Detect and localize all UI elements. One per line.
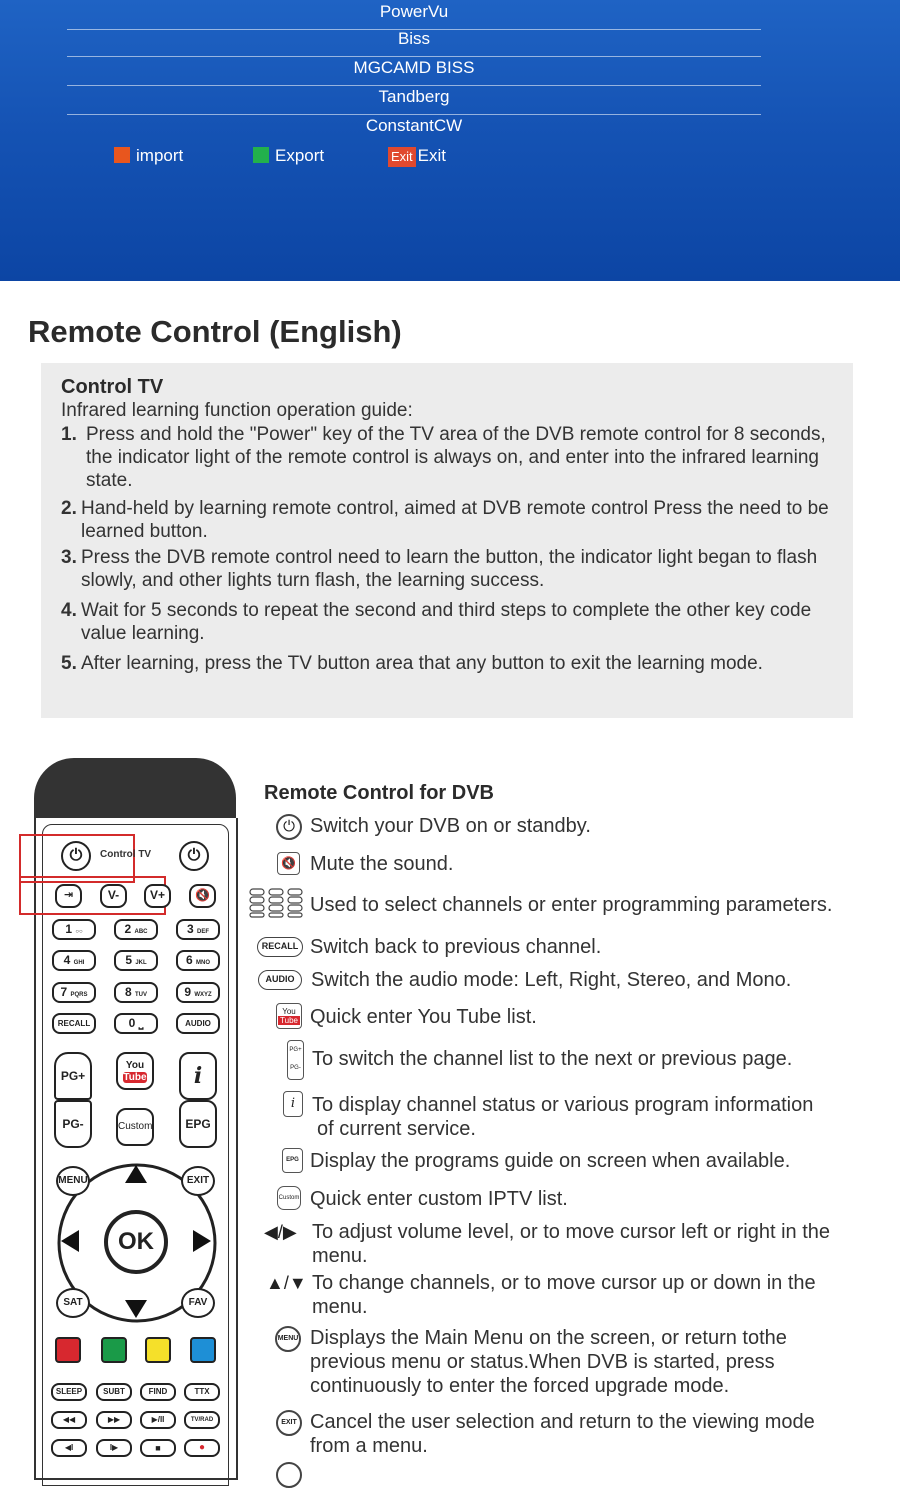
instruction-step [61, 423, 841, 492]
dvb-item-power: Switch your DVB on or standby. [310, 815, 591, 837]
menu-item-label: MGCAMD BISS [353, 58, 475, 77]
digit-1-button[interactable] [52, 919, 96, 940]
dvb-item-exit-line2: from a menu. [310, 1435, 428, 1457]
custom-button[interactable]: Custom [116, 1108, 154, 1146]
youtube-button[interactable] [116, 1052, 154, 1090]
red-key-button[interactable] [55, 1337, 81, 1363]
audio-icon: AUDIO [258, 970, 302, 990]
down-arrow-icon[interactable] [125, 1300, 147, 1318]
left-right-arrows-icon: ◀/▶ [264, 1222, 297, 1242]
import-label: import [136, 146, 184, 165]
dvb-item-menu-line1: Displays the Main Menu on the screen, or return tothe [310, 1327, 787, 1349]
digit-label: 5 [125, 953, 132, 967]
numeric-keypad-icon [249, 888, 305, 918]
info-icon: i [283, 1091, 303, 1117]
dvb-item-menu [310, 1326, 870, 1398]
menu-item-label: Biss [397, 29, 431, 48]
digit-sub-label: ABC [134, 929, 148, 935]
exit-icon: EXIT [276, 1410, 302, 1436]
record-button[interactable]: ● [184, 1439, 220, 1457]
digit-label: 4 [63, 953, 71, 967]
step-text: Wait for 5 seconds to repeat the second and third steps to complete the other key code value learning. [81, 600, 812, 644]
dvb-power-button[interactable] [179, 841, 209, 871]
menu-item-biss[interactable] [67, 27, 761, 57]
next-item-icon [276, 1462, 302, 1488]
step-number: 4. [61, 600, 77, 621]
left-arrow-icon[interactable] [61, 1230, 79, 1252]
menu-item-label: Tandberg [378, 87, 450, 106]
instruction-step [61, 546, 841, 592]
control-tv-subtitle: Infrared learning function operation guide: [61, 400, 413, 421]
dvb-item-left-right [312, 1220, 872, 1268]
menu-item-tandberg[interactable] [67, 85, 761, 115]
dvb-item-left-right-line2: menu. [312, 1245, 368, 1267]
control-tv-panel [41, 363, 853, 718]
digit-label: 3 [186, 922, 194, 936]
import-action[interactable] [114, 144, 183, 168]
stop-button[interactable]: ■ [140, 1439, 176, 1457]
dvb-item-menu-line3: continuously to enter the forced upgrade mode. [310, 1375, 730, 1397]
exit-action[interactable] [388, 144, 446, 168]
exit-button[interactable]: EXIT [181, 1166, 215, 1196]
red-key-icon [114, 147, 130, 163]
tv-volume-down-button[interactable]: V- [100, 884, 127, 908]
dvb-item-up-down [312, 1271, 872, 1319]
dvb-item-exit-line1: Cancel the user selection and return to the viewing mode [310, 1411, 815, 1433]
power-icon: ⏻ [69, 847, 83, 864]
step-number: 5. [61, 653, 77, 674]
digit-sub-label: DEF [197, 929, 210, 935]
dvb-item-left-right-line1: To adjust volume level, or to move cursor left or right in the [312, 1221, 831, 1243]
tv-power-button[interactable] [61, 841, 91, 871]
mute-icon: 🔇 [195, 888, 210, 902]
dvb-item-youtube: Quick enter You Tube list. [310, 1006, 537, 1028]
tv-input-button[interactable] [55, 884, 82, 908]
control-tv-title: Control TV [61, 376, 164, 398]
yellow-key-button[interactable] [145, 1337, 171, 1363]
dvb-item-info [312, 1093, 872, 1141]
rewind-button[interactable]: ◀◀ [51, 1411, 87, 1429]
digit-5-button[interactable] [114, 950, 158, 971]
digit-label: 2 [124, 922, 132, 936]
green-key-button[interactable] [101, 1337, 127, 1363]
custom-icon: Custom [277, 1186, 301, 1210]
step-text: After learning, press the TV button area that any button to exit the learning mode. [81, 653, 763, 674]
epg-icon: EPG [282, 1148, 303, 1173]
digit-7-button[interactable] [52, 982, 96, 1003]
digit-sub-label: ○○ [75, 929, 83, 935]
digit-label: 1 [65, 922, 73, 936]
play-pause-button[interactable]: ▶/II [140, 1411, 176, 1429]
exit-label: Exit [417, 146, 447, 165]
digit-sub-label: TUV [135, 992, 148, 998]
green-key-icon [253, 147, 269, 163]
page-down-button[interactable]: PG- [54, 1100, 92, 1148]
digit-sub-label: WXYZ [194, 992, 212, 998]
up-down-arrows-icon: ▲/▼ [266, 1273, 307, 1293]
digit-sub-label: GHI [73, 960, 85, 966]
right-arrow-icon[interactable] [193, 1230, 211, 1252]
digit-6-button[interactable] [176, 950, 220, 971]
step-text: Press the DVB remote control need to learn the button, the indicator light began to flash slowly, and other lights turn flash, the learning success. [81, 547, 818, 591]
instruction-step [61, 652, 841, 675]
menu-item-mgcamd-biss[interactable] [67, 56, 761, 86]
power-icon: ⏻ [187, 847, 201, 864]
export-action[interactable] [253, 144, 324, 168]
dvb-item-info-line1: To display channel status or various program information [312, 1094, 814, 1116]
instruction-step [61, 497, 841, 543]
dvb-item-up-down-line1: To change channels, or to move cursor up or down in the [312, 1272, 816, 1294]
step-number: 1. [61, 424, 77, 445]
audio-button[interactable]: AUDIO [176, 1013, 220, 1034]
digit-sub-label: PQRS [70, 992, 88, 998]
page-up-down-icon: PG+ PG- [287, 1040, 304, 1080]
ok-button[interactable]: OK [104, 1210, 168, 1274]
page-title: Remote Control (English) [28, 314, 402, 349]
control-tv-label: Control TV [100, 849, 152, 860]
menu-icon: MENU [275, 1326, 301, 1352]
digit-label: 6 [185, 953, 193, 967]
digit-sub-label: JKL [135, 960, 147, 966]
page-up-button[interactable]: PG+ [54, 1052, 92, 1100]
dvb-item-menu-line2: previous menu or status.When DVB is started, press [310, 1351, 775, 1373]
youtube-icon-top: You [125, 1060, 145, 1071]
step-text: Hand-held by learning remote control, aimed at DVB remote control Press the need to be learned button. [81, 498, 829, 542]
step-text: Press and hold the "Power" key of the TV area of the DVB remote control for 8 seconds, the indicator light of the remote control is always on, and enter into the infrared learning state. [86, 424, 826, 491]
menu-item-label: PowerVu [379, 2, 449, 21]
menu-item-label: ConstantCW [365, 116, 463, 135]
info-button[interactable]: i [179, 1052, 217, 1100]
dvb-item-page: To switch the channel list to the next or previous page. [312, 1048, 793, 1070]
digit-9-button[interactable] [176, 982, 220, 1003]
step-number: 3. [61, 547, 77, 568]
mute-icon: 🔇 [277, 852, 300, 875]
satellite-menu-panel [0, 0, 900, 281]
youtube-icon: You Tube [276, 1003, 302, 1029]
digit-label: 8 [124, 985, 132, 999]
digit-sub-label: MNO [196, 960, 211, 966]
menu-button[interactable]: MENU [56, 1166, 90, 1196]
dvb-item-info-line2: of current service. [317, 1118, 476, 1140]
export-label: Export [275, 146, 325, 165]
remote-top-cap [34, 758, 236, 822]
dvb-item-mute: Mute the sound. [310, 853, 454, 875]
tv-radio-button[interactable]: TV/RAD [184, 1411, 220, 1429]
dvb-item-up-down-line2: menu. [312, 1296, 368, 1318]
input-source-icon: ⇥ [63, 889, 74, 901]
dvb-item-audio: Switch the audio mode: Left, Right, Stereo, and Mono. [311, 969, 792, 991]
dvb-item-custom: Quick enter custom IPTV list. [310, 1188, 568, 1210]
exit-key-icon: Exit [388, 147, 416, 167]
digit-label: 9 [184, 985, 191, 999]
digit-0-button[interactable]: 0 ⎵ [114, 1013, 158, 1034]
dvb-item-exit [310, 1410, 870, 1458]
blue-key-button[interactable] [190, 1337, 216, 1363]
teletext-button[interactable]: TTX [184, 1383, 220, 1401]
digit-8-button[interactable] [114, 982, 158, 1003]
dvb-section-title: Remote Control for DVB [264, 782, 494, 804]
fast-forward-button[interactable]: ▶▶ [96, 1411, 132, 1429]
epg-button[interactable]: EPG [179, 1100, 217, 1148]
digit-2-button[interactable] [114, 919, 158, 940]
menu-item-constantcw[interactable] [67, 114, 761, 143]
instruction-step [61, 599, 841, 645]
recall-icon: RECALL [257, 937, 303, 957]
digit-3-button[interactable] [176, 919, 220, 940]
mute-button[interactable] [189, 884, 216, 908]
step-number: 2. [61, 498, 77, 519]
youtube-icon: Tube [123, 1072, 147, 1083]
digit-label: 7 [60, 985, 68, 999]
find-button[interactable]: FIND [140, 1383, 176, 1401]
fav-button[interactable]: FAV [181, 1288, 215, 1318]
digit-4-button[interactable] [52, 950, 96, 971]
previous-button[interactable]: ◀I [51, 1439, 87, 1457]
dvb-item-epg: Display the programs guide on screen when available. [310, 1150, 791, 1172]
recall-button[interactable]: RECALL [52, 1013, 96, 1034]
sat-button[interactable]: SAT [56, 1288, 90, 1318]
up-arrow-icon[interactable] [125, 1165, 147, 1183]
dvb-item-recall: Switch back to previous channel. [310, 936, 602, 958]
next-button[interactable]: I▶ [96, 1439, 132, 1457]
subtitle-button[interactable]: SUBT [96, 1383, 132, 1401]
tv-volume-up-button[interactable]: V+ [144, 884, 171, 908]
power-icon: ⏻ [276, 814, 302, 840]
menu-item-powervu[interactable] [67, 0, 761, 30]
sleep-button[interactable]: SLEEP [51, 1383, 87, 1401]
dvb-item-numeric: Used to select channels or enter programming parameters. [310, 894, 833, 916]
